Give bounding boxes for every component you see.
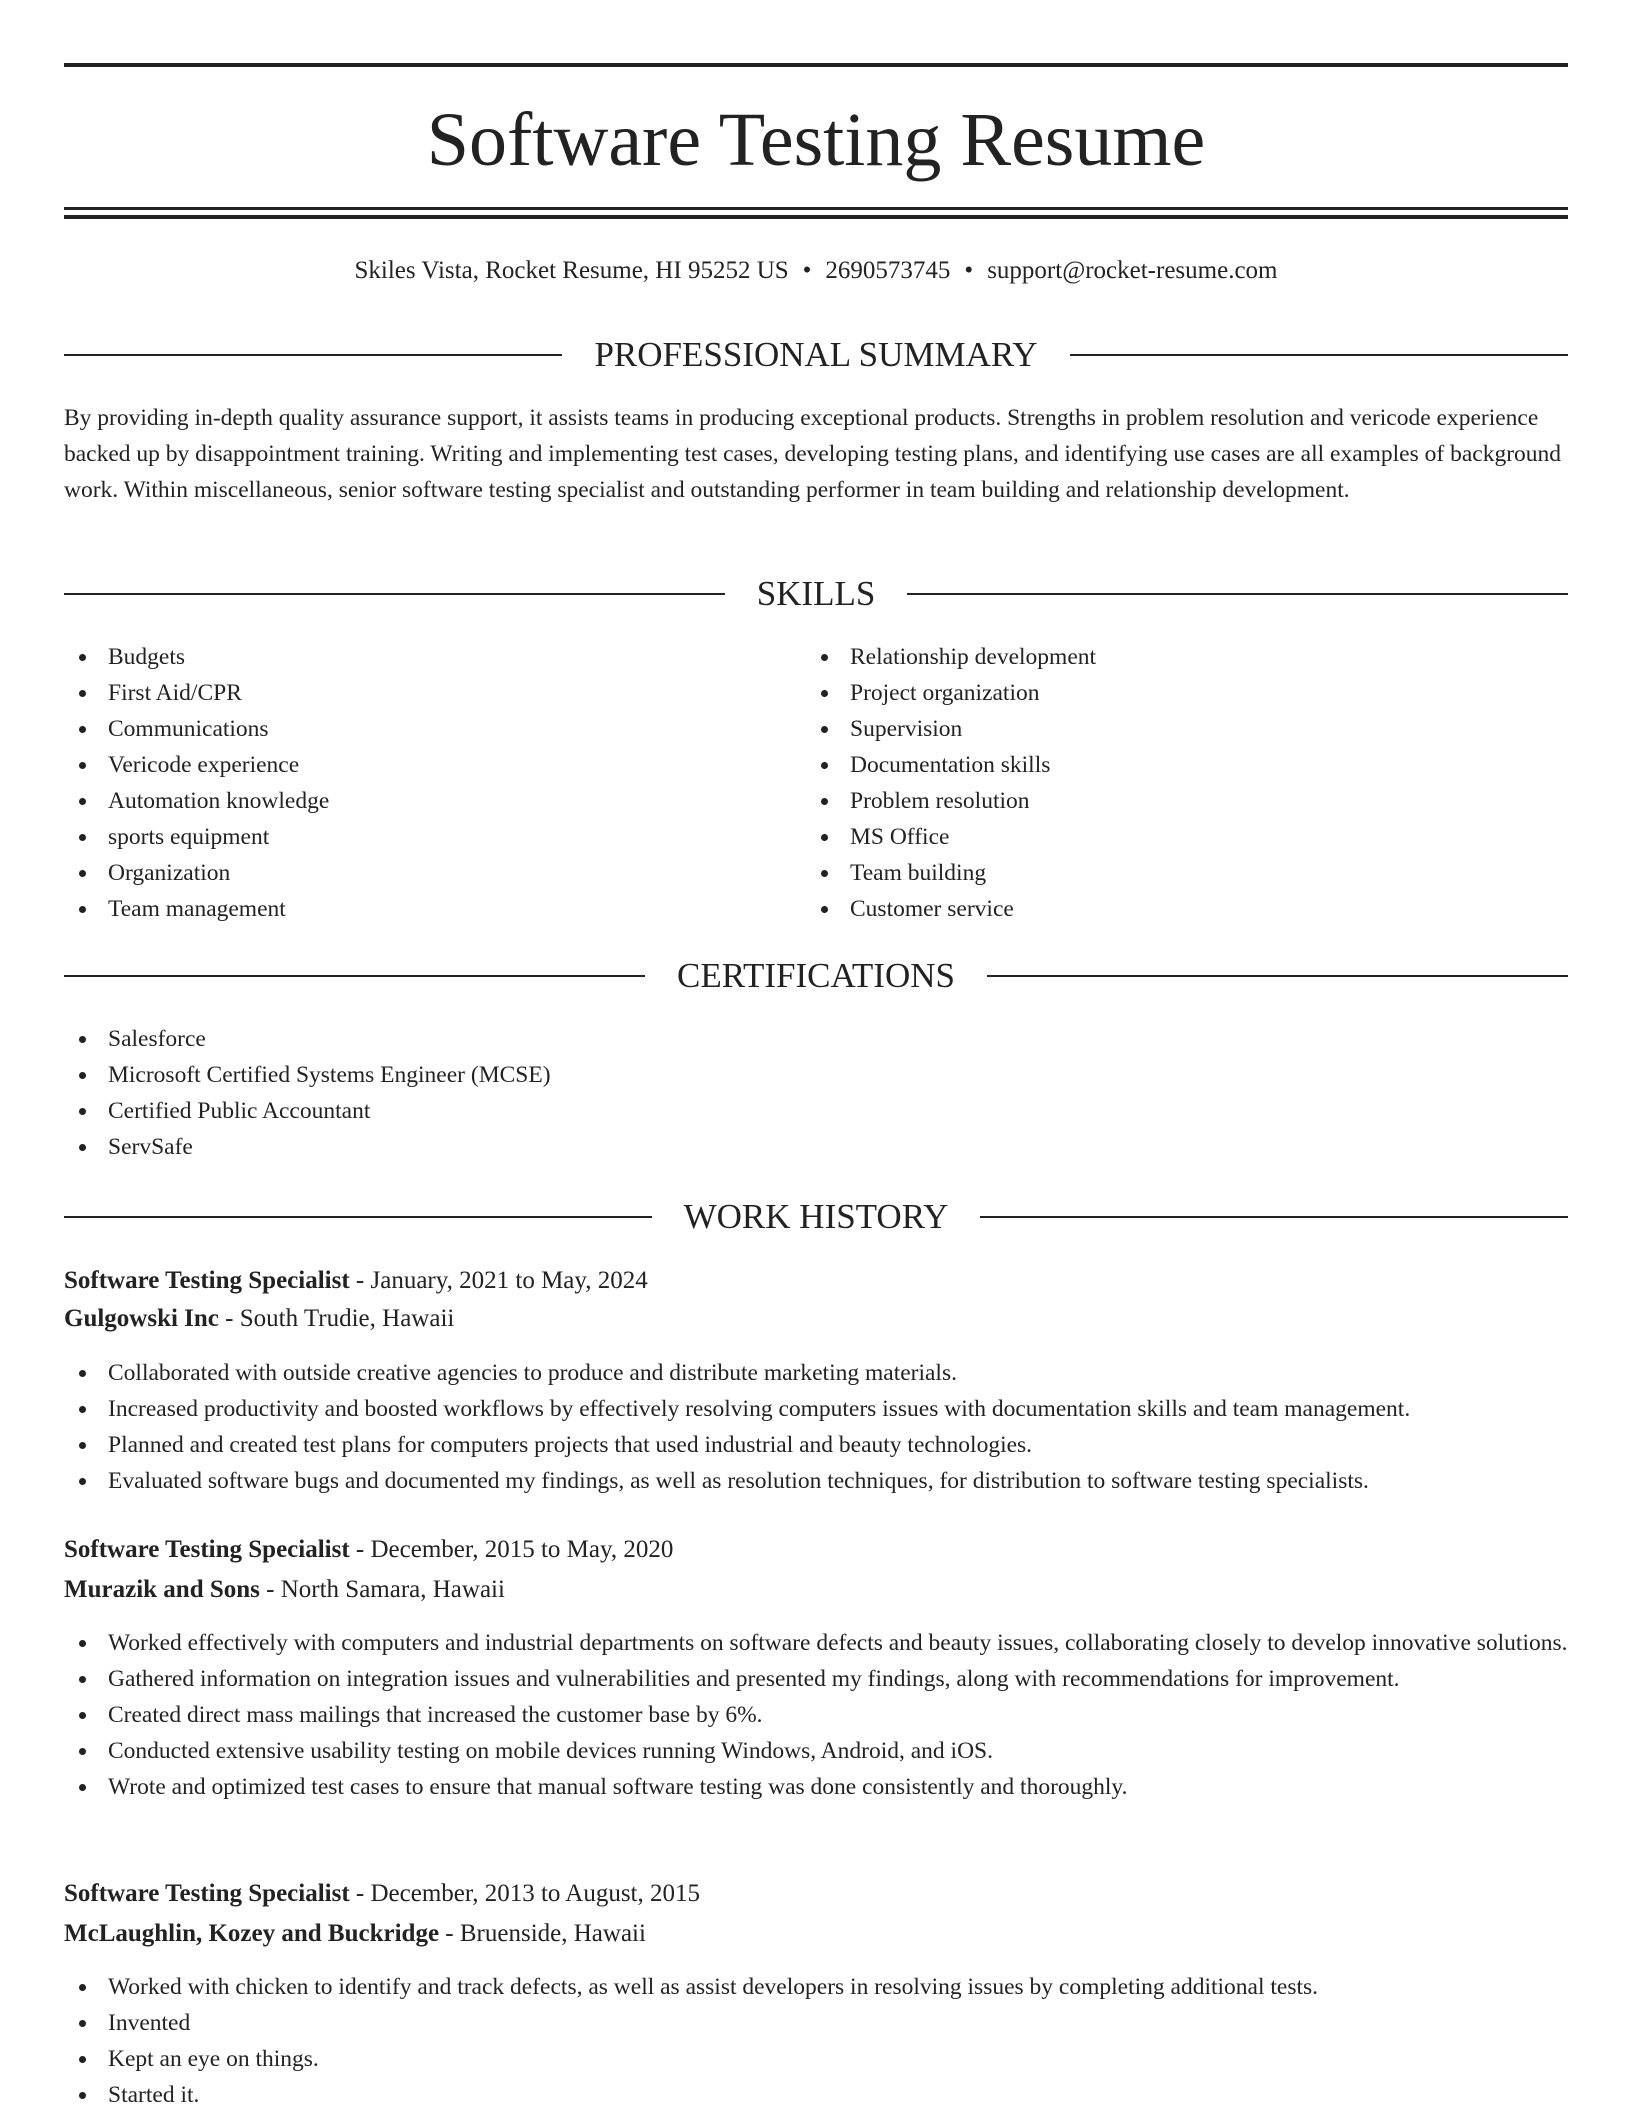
job-company-line: [64, 1300, 1568, 1338]
job-dates: - December, 2013 to August, 2015: [349, 1880, 701, 1907]
job-title: Software Testing Specialist: [64, 1880, 350, 1907]
skill-item: Relationship development: [806, 639, 1566, 675]
summary-heading: [64, 333, 1568, 377]
skill-item: Project organization: [806, 675, 1566, 711]
summary-heading-label: PROFESSIONAL SUMMARY: [594, 335, 1038, 374]
job-bullets: [64, 1355, 1568, 1499]
skill-item: Communications: [64, 711, 764, 747]
job-company-line: [64, 1571, 1568, 1609]
title-rule-upper: [64, 207, 1568, 210]
skills-list-right: [806, 639, 1566, 927]
contact-email: support@rocket-resume.com: [987, 257, 1278, 284]
certifications-list: [64, 1021, 1568, 1165]
job-bullet: Created direct mass mailings that increased the customer base by 6%.: [64, 1697, 1568, 1733]
contact-phone: 2690573745: [825, 257, 951, 284]
heading-rule-left: [64, 593, 725, 595]
job-bullet: Gathered information on integration issues and vulnerabilities and presented my findings, along with recommendations for improvement.: [64, 1661, 1568, 1697]
contact-separator: •: [802, 257, 812, 284]
certifications-heading-label: CERTIFICATIONS: [677, 956, 955, 995]
job-company: Gulgowski Inc: [64, 1305, 219, 1332]
skill-item: MS Office: [806, 819, 1566, 855]
heading-rule-right: [987, 975, 1568, 977]
resume-title: Software Testing Resume: [426, 98, 1206, 182]
job-bullet: Wrote and optimized test cases to ensure that manual software testing was done consistently and thoroughly.: [64, 1769, 1568, 1805]
skill-item: Documentation skills: [806, 747, 1566, 783]
skill-item: Automation knowledge: [64, 783, 764, 819]
skill-item: Organization: [64, 855, 764, 891]
job-title: Software Testing Specialist: [64, 1267, 350, 1294]
certification-item: Certified Public Accountant: [64, 1093, 1568, 1129]
skill-item: sports equipment: [64, 819, 764, 855]
job-dates: - December, 2015 to May, 2020: [349, 1536, 674, 1563]
heading-rule-left: [64, 354, 562, 356]
skills-list-left: [64, 639, 764, 927]
job-bullet: Started it.: [64, 2077, 1568, 2113]
skill-item: Supervision: [806, 711, 1566, 747]
job-company: McLaughlin, Kozey and Buckridge: [64, 1920, 440, 1947]
certifications-heading: [64, 954, 1568, 998]
summary-text: By providing in-depth quality assurance support, it assists teams in producing exceptional products. Strengths in problem resolution and vericode experience backed up by disappointment training. Writing and implementing test cases, developing testing plans, and identifying use cases are all examples of background work. Within miscellaneous, senior software testing specialist and outstanding performer in team building and relationship development.: [64, 405, 1562, 503]
skill-item: Team building: [806, 855, 1566, 891]
contact-line: [64, 253, 1568, 289]
certification-item: ServSafe: [64, 1129, 1568, 1165]
job-bullet: Planned and created test plans for computers projects that used industrial and beauty technologies.: [64, 1427, 1568, 1463]
heading-rule-right: [907, 593, 1568, 595]
job-bullet: Worked with chicken to identify and track defects, as well as assist developers in resolving issues by completing additional tests.: [64, 1969, 1568, 2005]
skills-heading-label: SKILLS: [756, 574, 876, 613]
job-company: Murazik and Sons: [64, 1576, 260, 1603]
skill-item: Budgets: [64, 639, 764, 675]
contact-address: Skiles Vista, Rocket Resume, HI 95252 US: [354, 257, 789, 284]
title-rule-lower: [64, 215, 1568, 219]
certification-item: Salesforce: [64, 1021, 1568, 1057]
heading-rule-left: [64, 1216, 652, 1218]
job-title-line: [64, 1875, 1568, 1913]
job-location: - Bruenside, Hawaii: [439, 1920, 646, 1947]
job-bullet: Increased productivity and boosted workflows by effectively resolving computers issues with documentation skills and team management.: [64, 1391, 1568, 1427]
heading-rule-right: [1070, 354, 1568, 356]
job-location: - South Trudie, Hawaii: [218, 1305, 455, 1332]
work-history-heading: [64, 1195, 1568, 1239]
job-bullet: Invented: [64, 2005, 1568, 2041]
skill-item: Customer service: [806, 891, 1566, 927]
job-bullet: Conducted extensive usability testing on mobile devices running Windows, Android, and iOS.: [64, 1733, 1568, 1769]
job-title: Software Testing Specialist: [64, 1536, 350, 1563]
heading-rule-right: [980, 1216, 1568, 1218]
job-location: - North Samara, Hawaii: [259, 1576, 505, 1603]
skill-item: Vericode experience: [64, 747, 764, 783]
job-bullet: Worked effectively with computers and industrial departments on software defects and beauty issues, collaborating closely to develop innovative solutions.: [64, 1625, 1568, 1661]
job-company-line: [64, 1915, 1568, 1953]
skill-item: First Aid/CPR: [64, 675, 764, 711]
work-history-heading-label: WORK HISTORY: [683, 1197, 949, 1236]
job-bullet: Collaborated with outside creative agencies to produce and distribute marketing materials.: [64, 1355, 1568, 1391]
job-bullet: Evaluated software bugs and documented my findings, as well as resolution techniques, for distribution to software testing specialists.: [64, 1463, 1568, 1499]
certification-item: Microsoft Certified Systems Engineer (MCSE): [64, 1057, 1568, 1093]
contact-separator: •: [964, 257, 974, 284]
heading-rule-left: [64, 975, 645, 977]
job-title-line: [64, 1262, 1568, 1300]
top-rule: [64, 63, 1568, 67]
skill-item: Problem resolution: [806, 783, 1566, 819]
job-bullet: Kept an eye on things.: [64, 2041, 1568, 2077]
skill-item: Team management: [64, 891, 764, 927]
job-dates: - January, 2021 to May, 2024: [349, 1267, 648, 1294]
job-bullets: [64, 1625, 1568, 1805]
job-title-line: [64, 1531, 1568, 1569]
skills-heading: [64, 572, 1568, 616]
job-bullets: [64, 1969, 1568, 2113]
